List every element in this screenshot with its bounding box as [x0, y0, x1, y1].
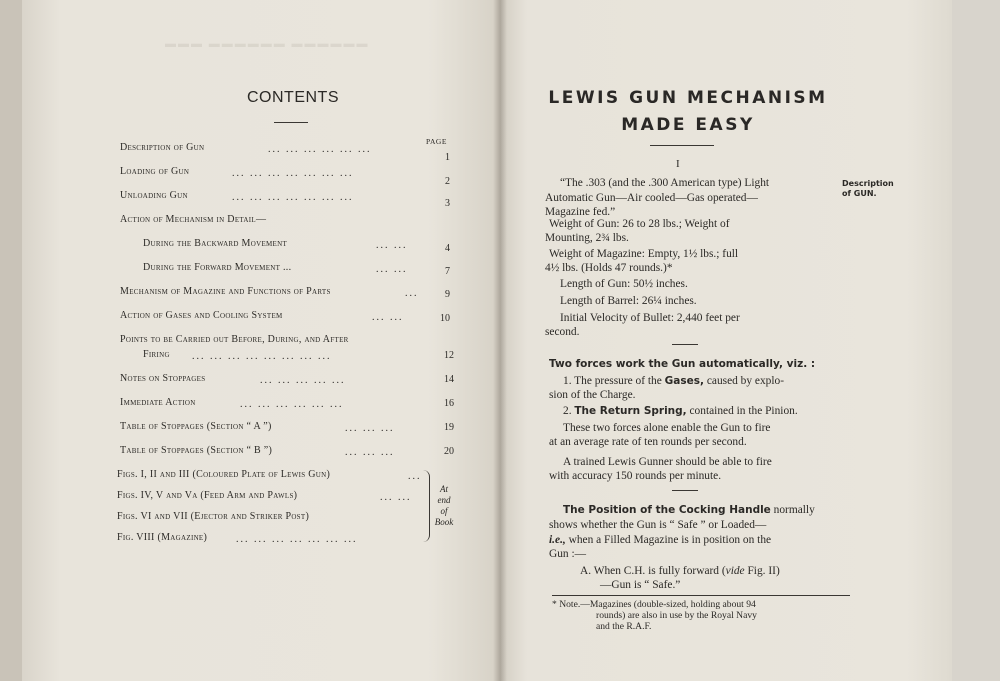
text-run: normally — [770, 504, 815, 516]
toc-item-label: Action of Mechanism in Detail— — [120, 214, 267, 225]
note-line: end — [437, 495, 451, 505]
toc-item-label: During the Forward Movement ... — [143, 262, 292, 273]
section-rule — [672, 490, 698, 491]
body-line: Weight of Magazine: Empty, 1½ lbs.; full — [549, 248, 739, 260]
body-line: Initial Velocity of Bullet: 2,440 feet per — [560, 312, 740, 324]
body-line: A trained Lewis Gunner should be able to fire — [563, 456, 772, 468]
toc-item-label: Action of Gases and Cooling System — [120, 310, 283, 321]
toc-item-label: Table of Stoppages (Section “ B ”) — [120, 445, 273, 456]
body-line: second. — [545, 326, 580, 338]
toc-leader-dots: ... ... ... ... ... ... ... ... — [192, 351, 332, 362]
toc-page-number: 12 — [444, 350, 454, 361]
body-line: Weight of Gun: 26 to 28 lbs.; Weight of — [549, 218, 730, 230]
footnote-line: and the R.A.F. — [596, 621, 652, 632]
body-line: at an average rate of ten rounds per second. — [549, 436, 747, 448]
toc-item-label: Loading of Gun — [120, 166, 190, 177]
subheading: Two forces work the Gun automatically, viz. : — [549, 358, 816, 370]
body-line — [549, 533, 771, 548]
toc-page-number: 3 — [445, 198, 450, 209]
toc-item-label: Table of Stoppages (Section “ A ”) — [120, 421, 272, 432]
text-run-bold: The Return Spring, — [574, 405, 687, 417]
toc-leader-dots: ... ... ... ... ... ... ... — [232, 192, 354, 203]
toc-item-label: Description of Gun — [120, 142, 205, 153]
toc-item-label: Figs. IV, V and Va (Feed Arm and Pawls) — [117, 490, 298, 501]
note-line: of — [440, 506, 448, 516]
toc-page-number: 16 — [444, 398, 454, 409]
footnote — [552, 599, 852, 632]
text-run-italic: vide — [725, 565, 745, 577]
show-through-marks: ▬▬▬ ▬▬▬▬▬▬ ▬▬▬▬▬▬ — [165, 38, 370, 50]
title-line: LEWIS GUN MECHANISM — [548, 88, 828, 108]
toc-leader-dots: ... ... ... ... ... — [260, 375, 346, 386]
toc-item-label: During the Backward Movement — [143, 238, 288, 249]
body-line: These two forces alone enable the Gun to fire — [563, 422, 771, 434]
toc-leader-dots: ... — [408, 471, 422, 482]
text-run: 2. — [563, 405, 575, 417]
text-run-bold: Gases, — [664, 375, 704, 387]
title-rule — [274, 122, 308, 123]
text-run-italic: i.e., — [549, 534, 566, 546]
body-line: with accuracy 150 rounds per minute. — [549, 470, 722, 482]
body-line: 4½ lbs. (Holds 47 rounds.)* — [545, 262, 673, 274]
body-line — [563, 503, 815, 518]
contents-title: CONTENTS — [247, 89, 339, 106]
figures-location-note — [430, 484, 458, 528]
toc-item-label: Notes on Stoppages — [120, 373, 206, 384]
toc-leader-dots: ... ... ... — [345, 423, 395, 434]
toc-item-label: Immediate Action — [120, 397, 196, 408]
toc-leader-dots: ... ... ... ... ... ... ... — [236, 534, 358, 545]
toc-page-number: 14 — [444, 374, 454, 385]
toc-page-number: 1 — [445, 152, 450, 163]
body-line: Automatic Gun—Air cooled—Gas operated— — [545, 192, 758, 204]
body-line — [563, 404, 798, 419]
toc-item-label: Unloading Gun — [120, 190, 188, 201]
background-edge — [952, 0, 1000, 681]
toc-item-label: Mechanism of Magazine and Functions of Parts — [120, 286, 331, 297]
toc-leader-dots: ... ... — [376, 240, 408, 251]
book-gutter — [493, 0, 507, 681]
toc-leader-dots: ... ... ... ... ... ... ... — [232, 168, 354, 179]
margin-note-line: Description — [842, 179, 894, 188]
toc-item-label: Figs. VI and VII (Ejector and Striker Post) — [117, 511, 310, 522]
body-line — [563, 374, 784, 389]
body-line: sion of the Charge. — [549, 389, 636, 401]
text-run: 1. The pressure of the — [563, 375, 665, 387]
toc-item-label: Points to be Carried out Before, During, and After — [120, 334, 349, 345]
text-run: caused by explo- — [703, 375, 785, 387]
page-column-header: PAGE — [426, 137, 447, 146]
toc-page-number: 4 — [445, 243, 450, 254]
toc-page-number: 10 — [440, 313, 450, 324]
toc-leader-dots: ... ... — [372, 312, 404, 323]
body-line: Magazine fed.” — [545, 206, 616, 218]
body-line: Length of Barrel: 26¼ inches. — [560, 295, 697, 307]
footnote-rule — [552, 595, 850, 596]
brace-bracket — [423, 470, 430, 542]
toc-item-label: Firing — [143, 349, 170, 360]
toc-page-number: 9 — [445, 289, 450, 300]
body-line: “The .303 (and the .300 American type) Light — [560, 177, 770, 189]
note-line: At — [440, 484, 448, 494]
text-run: Fig. II) — [744, 565, 780, 577]
toc-leader-dots: ... ... ... ... ... ... — [268, 144, 372, 155]
toc-item-label: Figs. I, II and III (Coloured Plate of Lewis Gun) — [117, 469, 331, 480]
margin-note — [842, 179, 904, 199]
text-run: when a Filled Magazine is in position on the — [565, 534, 772, 546]
title-line: MADE EASY — [621, 115, 755, 135]
body-line — [580, 564, 780, 579]
section-numeral: I — [676, 158, 680, 170]
text-run: contained in the Pinion. — [686, 405, 798, 417]
title-rule — [650, 145, 714, 146]
toc-item-label: Fig. VIII (Magazine) — [117, 532, 208, 543]
note-line: Book — [434, 517, 454, 527]
toc-leader-dots: ... ... — [380, 492, 412, 503]
toc-leader-dots: ... ... ... ... ... ... — [240, 399, 344, 410]
toc-page-number: 20 — [444, 446, 454, 457]
toc-page-number: 2 — [445, 176, 450, 187]
body-line: —Gun is “ Safe.” — [600, 579, 681, 591]
text-run-bold: The Position of the Cocking Handle — [563, 504, 771, 516]
section-rule — [672, 344, 698, 345]
body-line: shows whether the Gun is “ Safe ” or Loaded— — [549, 519, 767, 531]
book-title — [528, 85, 848, 139]
toc-page-number: 7 — [445, 266, 450, 277]
text-run: A. When C.H. is fully forward ( — [580, 565, 726, 577]
body-line: Gun :— — [549, 548, 587, 560]
body-line: Length of Gun: 50½ inches. — [560, 278, 688, 290]
margin-note-line: of GUN. — [842, 189, 877, 198]
footnote-line: * Note.—Magazines (double-sized, holding about 94 — [552, 599, 756, 610]
toc-leader-dots: ... ... ... — [345, 447, 395, 458]
toc-leader-dots: ... ... — [376, 264, 408, 275]
toc-leader-dots: ... — [405, 288, 419, 299]
toc-page-number: 19 — [444, 422, 454, 433]
footnote-line: rounds) are also in use by the Royal Navy — [596, 610, 757, 621]
body-line: Mounting, 2¾ lbs. — [545, 232, 629, 244]
